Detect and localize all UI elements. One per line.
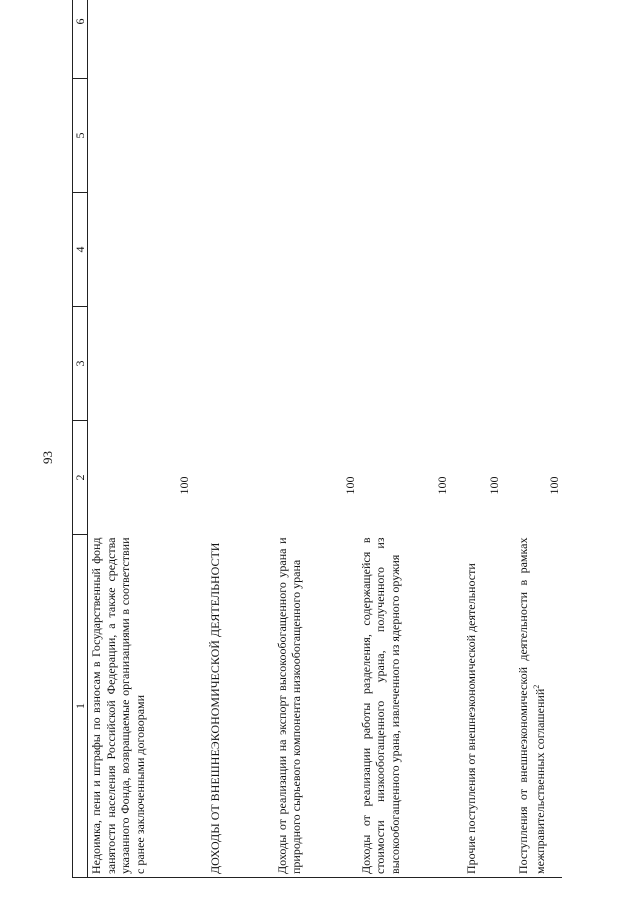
row-cell — [502, 535, 562, 878]
footnote-marker: 2 — [532, 684, 542, 689]
row-name: Поступления от внешнеэкономической деятельности в рамках межправительственных соглашений — [515, 537, 548, 874]
header-cell: 3 — [73, 307, 88, 421]
table-row — [502, 0, 562, 878]
page-number: 93 — [40, 451, 55, 464]
row-name: Доходы от реализации работы разделения, содержащейся в стоимости низкообогащенного урана, полученного из высокообогащенного урана, извлеченного из ядерного оружия — [358, 535, 450, 878]
table-row — [88, 0, 192, 878]
row-value: 100 — [176, 476, 191, 495]
budget-table — [72, 18, 618, 878]
header-row — [73, 0, 88, 878]
header-cell: 5 — [73, 79, 88, 193]
header-cell: 6 — [73, 0, 88, 79]
row-name: Прочие поступления от внешнеэкономической деятельности — [450, 535, 502, 878]
row-value: 100 — [434, 476, 449, 495]
header-cell: 2 — [73, 421, 88, 535]
row-name: Доходы от реализации на экспорт высокообогащенного урана и природного сырьевого компонента низкообогащенного урана — [274, 535, 358, 878]
row-value: 100 — [342, 476, 357, 495]
table-row — [192, 0, 274, 878]
row-value: 100 — [546, 476, 561, 495]
row-value — [192, 421, 274, 535]
table-row — [274, 0, 358, 878]
section-heading: ДОХОДЫ ОТ ВНЕШНЕЭКОНОМИЧЕСКОЙ ДЕЯТЕЛЬНОСТИ — [192, 535, 274, 878]
header-cell: 4 — [73, 193, 88, 307]
row-name: Недоимка, пени и штрафы по взносам в Государственный фонд занятости населения Российской Федерации, а также средства указанного Фонда, возвращаемые организациями в соответствии с ранее заключенными договорами — [88, 535, 192, 878]
row-value: 100 — [486, 476, 501, 495]
table-row — [450, 0, 502, 878]
header-cell: 1 — [73, 535, 88, 878]
table-row — [358, 0, 450, 878]
